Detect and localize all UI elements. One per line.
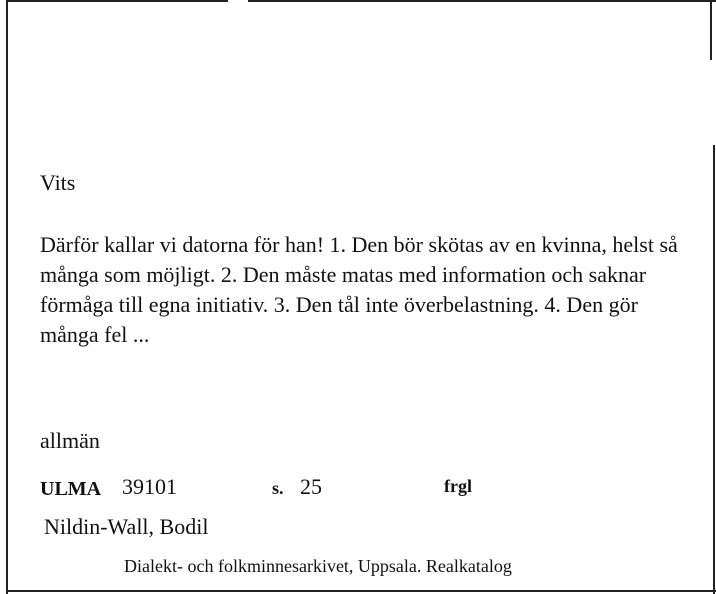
card-body-text: Därför kallar vi datorna för han! 1. Den bör skötas av en kvinna, helst så många som möjligt. 2. Den måste matas med information och saknar förmåga till egna initiativ. 3. Den tål inte överbelastning. 4. Den gör många fel ... bbox=[40, 232, 678, 347]
card-border-right-lower bbox=[713, 145, 715, 594]
page-number: 25 bbox=[300, 474, 322, 499]
card-border-right-upper bbox=[710, 0, 712, 60]
record-code: frgl bbox=[444, 476, 472, 496]
border-gap bbox=[228, 0, 248, 3]
reference-row bbox=[40, 474, 640, 504]
card-border-bottom bbox=[6, 590, 716, 592]
card-category: allmän bbox=[40, 428, 100, 453]
page-label: s. bbox=[272, 478, 284, 498]
card-border-top bbox=[6, 0, 716, 2]
archive-code: ULMA bbox=[40, 478, 102, 500]
archive-footer: Dialekt- och folkminnesarkivet, Uppsala. Realkatalog bbox=[124, 556, 512, 576]
card-border-left bbox=[6, 0, 8, 594]
author-name: Nildin-Wall, Bodil bbox=[44, 514, 209, 539]
card-title: Vits bbox=[40, 170, 76, 195]
archive-number: 39101 bbox=[122, 474, 177, 499]
